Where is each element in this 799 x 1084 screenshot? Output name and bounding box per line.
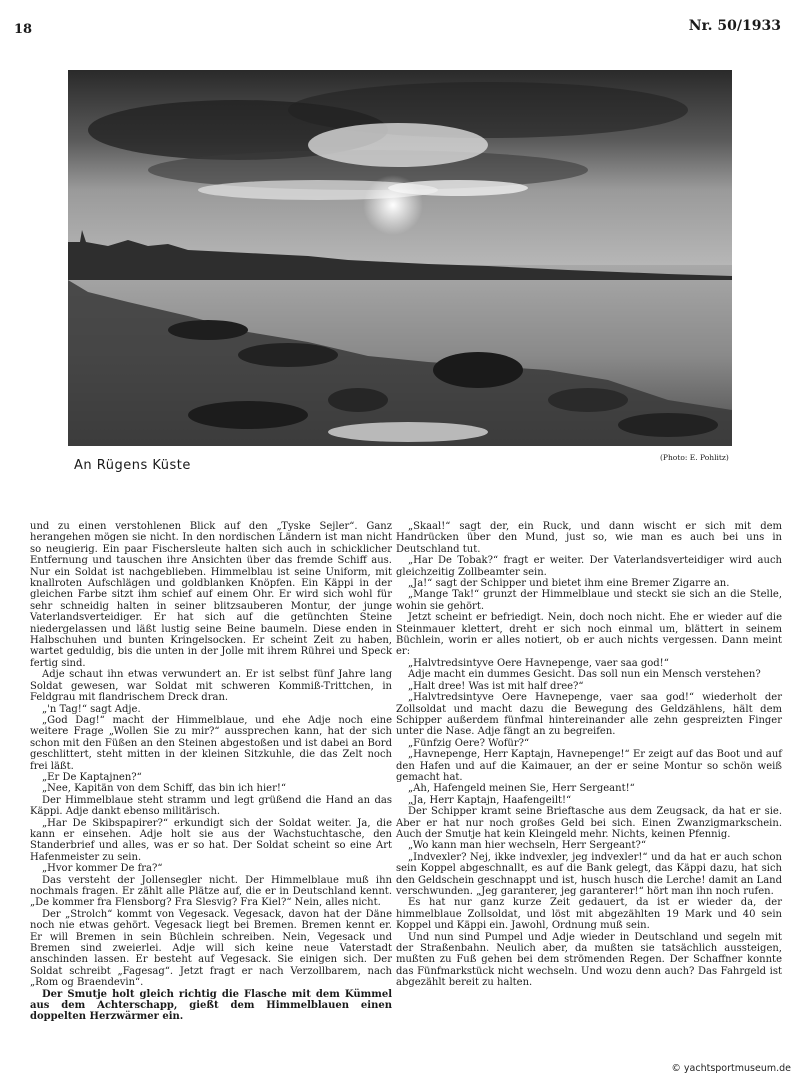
photo-caption: An Rügens Küste (74, 458, 191, 473)
right-column (396, 521, 782, 989)
paragraph: „Halvtredsintyve Oere Havnepenge, vaer saa god!“ wiederholt der Zollsoldat und macht dazu die Bewegung des Geldzählens, hält dem Schipper außerdem fünfmal hintereinander alle zehn gespreizten Finger unter die Nase. Adje fängt an zu begreifen. (396, 692, 782, 738)
paragraph: Der Schipper kramt seine Brieftasche aus dem Zeugsack, da hat er sie. Aber er hat nur noch großes Geld bei sich. Einen Zwanzigmarkschein. Auch der Smutje hat kein Kleingeld mehr. Nichts, keinen Pfennig. (396, 806, 782, 840)
paragraph: „God Dag!“ macht der Himmelblaue, und ehe Adje noch eine weitere Frage „Wollen Sie zu mir?“ aussprechen kann, hat der sich schon mit den Füßen an den Steinen abgestoßen und ist dabei an Bord geschlittert, steht mitten in der kleinen Sitzkuhle, die das Zelt noch frei läßt. (30, 714, 392, 772)
paragraph: Der Himmelblaue steht stramm und legt grüßend die Hand an das Käppi. Adje dankt ebenso militärisch. (30, 794, 392, 818)
paragraph: Adje schaut ihn etwas verwundert an. Er ist selbst fünf Jahre lang Soldat gewesen, war Soldat mit schweren Kommiß-Trittchen, in Feldgrau mit flandrischem Dreck dran. (30, 669, 392, 704)
watermark (671, 1063, 791, 1074)
paragraph: „Indvexler? Nej, ikke indvexler, jeg indvexler!“ und da hat er auch schon sein Koppel abgeschnallt, es auf die Bank gelegt, das Käppi dazu, hat sich den Geldschein geschnappt und ist, husch husch die Lerche! damit an Land verschwunden. „Jeg garanterer, jeg garanterer!“ hört man ihn noch rufen. (396, 851, 782, 897)
paragraph: und zu einen verstohlenen Blick auf den „Tyske Sejler“. Ganz herangehen mögen sie nicht. In den nordischen Ländern ist man nicht so neugierig. Ein paar Fischersleute halten sich auch in schicklicher Entfernung und tauschen ihre Ansichten über das fremde Schiff aus. Nur ein Soldat ist nachgeblieben. Himmelblau ist seine Uniform, mit knallroten Aufschlägen und goldblanken Knöpfen. Ein Käppi in der gleichen Farbe sitzt ihm schief auf einem Ohr. Er wird sich wohl für sehr schneidig halten in seiner blitzsauberen Montur, der junge Vaterlandsverteidiger. Er hat sich auf die getünchten Steine niedergelassen und läßt lustig seine Beine baumeln. Diese enden in Halbschuhen und bunten Kringelsocken. Er scheint Zeit zu haben, wartet geduldig, bis die unten in der Jolle mit ihrem Rührei und Speck fertig sind. (30, 521, 392, 669)
paragraph: Der „Strolch“ kommt von Vegesack. Vegesack, davon hat der Däne noch nie etwas gehört. Vegesack liegt bei Bremen. Bremen kennt er. Er will Bremen in sein Büchlein schreiben. Nein, Vegesack und Bremen sind zweierlei. Adje will sich keine neue Vaterstadt anschinden lassen. Er besteht auf Vegesack. Sie einigen sich. Der Soldat schreibt „Fagesag“. Jetzt fragt er nach Verzollbarem, nach „Rom og Braendevin“. (30, 908, 392, 989)
paragraph: Das versteht der Jollensegler nicht. Der Himmelblaue muß ihn nochmals fragen. Er zählt alle Plätze auf, die er in Deutschland kennt. „De kommer fra Flensborg? Fra Slesvig? Fra Kiel?“ Nein, alles nicht. (30, 874, 392, 909)
paragraph: „Mange Tak!“ grunzt der Himmelblaue und steckt sie sich an die Stelle, wohin sie gehört. (396, 589, 782, 612)
paragraph: Jetzt scheint er befriedigt. Nein, doch noch nicht. Ehe er wieder auf die Steinmauer klettert, dreht er sich noch einmal um, blättert in seinem Büchlein, worin er alles notiert, ob er auch nichts vergessen. Dann meint er: (396, 612, 782, 658)
paragraph: „Fünfzig Oere? Wofür?“ (408, 737, 530, 749)
paragraph: „Skaal!“ sagt der, ein Ruck, und dann wischt er sich mit dem Handrücken über den Mund, just so, wie man es auch bei uns in Deutschland tut. (396, 521, 782, 555)
paragraph: „Er De Kaptajnen?“ (42, 771, 142, 783)
paragraph: „Har De Tobak?“ fragt er weiter. Der Vaterlandsverteidiger wird auch gleichzeitig Zollbeamter sein. (396, 555, 782, 578)
paragraph: „Har De Skibspapirer?“ erkundigt sich der Soldat weiter. Ja, die kann er einsehen. Adje holt sie aus der Wachstuchtasche, den Standerbrief und alles, was er so hat. Der Soldat scheint so eine Art Hafenmeister zu sein. (30, 817, 392, 863)
coastal-photo-image (68, 70, 732, 446)
paragraph: „Hvor kommer De fra?“ (42, 863, 163, 875)
paragraph: „Ja!“ sagt der Schipper und bietet ihm eine Bremer Zigarre an. (408, 578, 730, 590)
photo-credit: (Photo: E. Pohlitz) (660, 453, 729, 462)
paragraph: „Wo kann man hier wechseln, Herr Sergeant?“ (408, 840, 646, 852)
paragraph: „Havnepenge, Herr Kaptajn, Havnepenge!“ Er zeigt auf das Boot und auf den Hafen und auf die Kaimauer, an der er seine Montur so schön weiß gemacht hat. (396, 749, 782, 783)
paragraph: „Nee, Kapitän von dem Schiff, das bin ich hier!“ (42, 783, 286, 795)
paragraph: „Ja, Herr Kaptajn, Haafengeilt!“ (408, 794, 572, 806)
paragraph: Es hat nur ganz kurze Zeit gedauert, da ist er wieder da, der himmelblaue Zollsoldat, und löst mit abgezählten 19 Mark und 40 sein Koppel und Käppi ein. Jawohl, Ordnung muß sein. (396, 897, 782, 932)
paragraph: „Halt dree! Was ist mit half dree?“ (408, 680, 584, 692)
paragraph: „'n Tag!“ sagt Adje. (42, 703, 141, 715)
paragraph: Adje macht ein dummes Gesicht. Das soll nun ein Mensch verstehen? (408, 669, 761, 681)
left-column (30, 521, 392, 1023)
page-number: 18 (14, 22, 33, 37)
coastal-photo (68, 70, 732, 446)
paragraph: Und nun sind Pumpel und Adje wieder in Deutschland und segeln mit der Straßenbahn. Neulich aber, da mußten sie tatsächlich aussteigen, mußten zu Fuß gehen bei dem strömenden Regen. Der Schaffner konnte das Fünfmarkstück nicht wechseln. Und wozu denn auch? Das Fahrgeld ist abgezählt bereit zu halten. (396, 931, 782, 989)
paragraph: „Ah, Hafengeld meinen Sie, Herr Sergeant!“ (408, 783, 635, 795)
paragraph: Der Smutje holt gleich richtig die Flasche mit dem Kümmel aus dem Achterschapp, gießt dem Himmelblauen einen doppelten Herzwärmer ein. (30, 988, 392, 1023)
issue-number: Nr. 50/1933 (688, 18, 781, 34)
watermark-text: © yachtsportmuseum.de (671, 1063, 791, 1074)
paragraph: „Halvtredsintyve Oere Havnepenge, vaer saa god!“ (408, 657, 669, 669)
